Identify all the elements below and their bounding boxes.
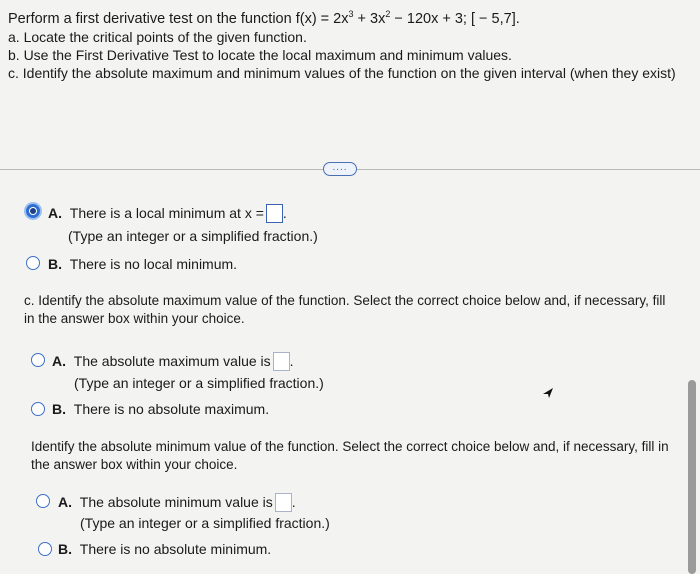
option-text: The absolute maximum value is [73,353,271,369]
abs-min-answer-box[interactable] [275,493,292,512]
abs-max-option-a[interactable]: A. The absolute maximum value is . [52,353,294,369]
abs-max-question [24,292,665,328]
problem-header [8,10,700,82]
option-text: There is no local minimum. [69,256,238,272]
abs-min-option-b[interactable] [58,541,271,557]
abs-min-question-line1: Identify the absolute minimum value of the function. Select the correct choice below and, if necessary, fill in [31,439,669,454]
part-c-instruction: c. Identify the absolute maximum and minimum values of the function on the given interval (when they exist) [8,65,676,81]
option-text: There is no absolute maximum. [73,401,270,417]
local-min-option-a-hint: (Type an integer or a simplified fraction.) [68,228,318,244]
mouse-cursor-icon [541,386,555,400]
part-a-instruction: a. Locate the critical points of the given function. [8,29,307,45]
option-letter: B. [48,256,62,272]
local-min-option-b[interactable] [48,256,237,272]
abs-max-question-line1: c. Identify the absolute maximum value of the function. Select the correct choice below and, if necessary, fill [24,293,666,308]
local-min-option-a-radio[interactable] [26,204,40,218]
option-letter: A. [48,205,62,221]
abs-max-option-a-radio[interactable] [31,353,45,367]
problem-intro: Perform a first derivative test on the function [8,11,292,27]
abs-max-option-b-radio[interactable] [31,402,45,416]
expand-more-button[interactable]: .... [323,162,357,176]
abs-min-question-line2: the answer box within your choice. [31,457,238,472]
option-letter: A. [58,494,72,510]
abs-min-option-b-radio[interactable] [38,542,52,556]
abs-max-option-b[interactable] [52,401,269,417]
local-min-option-b-radio[interactable] [26,256,40,270]
local-min-option-a[interactable]: A. There is a local minimum at x = . [48,205,287,221]
abs-max-option-a-hint: (Type an integer or a simplified fraction.) [74,375,324,391]
problem-function: $f(x) = 2x^3 + 3x^2 - 120x + 3$; [ − 5,7]. [295,9,520,27]
abs-min-option-a[interactable]: A. The absolute minimum value is . [58,494,296,510]
option-letter: B. [58,541,72,557]
option-text: There is a local minimum at x = [69,205,264,221]
vertical-scrollbar[interactable] [688,380,696,574]
abs-min-option-a-hint: (Type an integer or a simplified fraction.) [80,515,330,531]
abs-max-question-line2: in the answer box within your choice. [24,311,245,326]
local-min-answer-box[interactable] [266,204,283,223]
problem-statement [8,10,700,28]
abs-min-question [31,438,669,474]
abs-min-option-a-radio[interactable] [36,494,50,508]
part-b-instruction: b. Use the First Derivative Test to locate the local maximum and minimum values. [8,47,512,63]
option-letter: B. [52,401,66,417]
option-letter: A. [52,353,66,369]
abs-max-answer-box[interactable] [273,352,290,371]
option-text: There is no absolute minimum. [79,541,272,557]
option-text: The absolute minimum value is [79,494,273,510]
